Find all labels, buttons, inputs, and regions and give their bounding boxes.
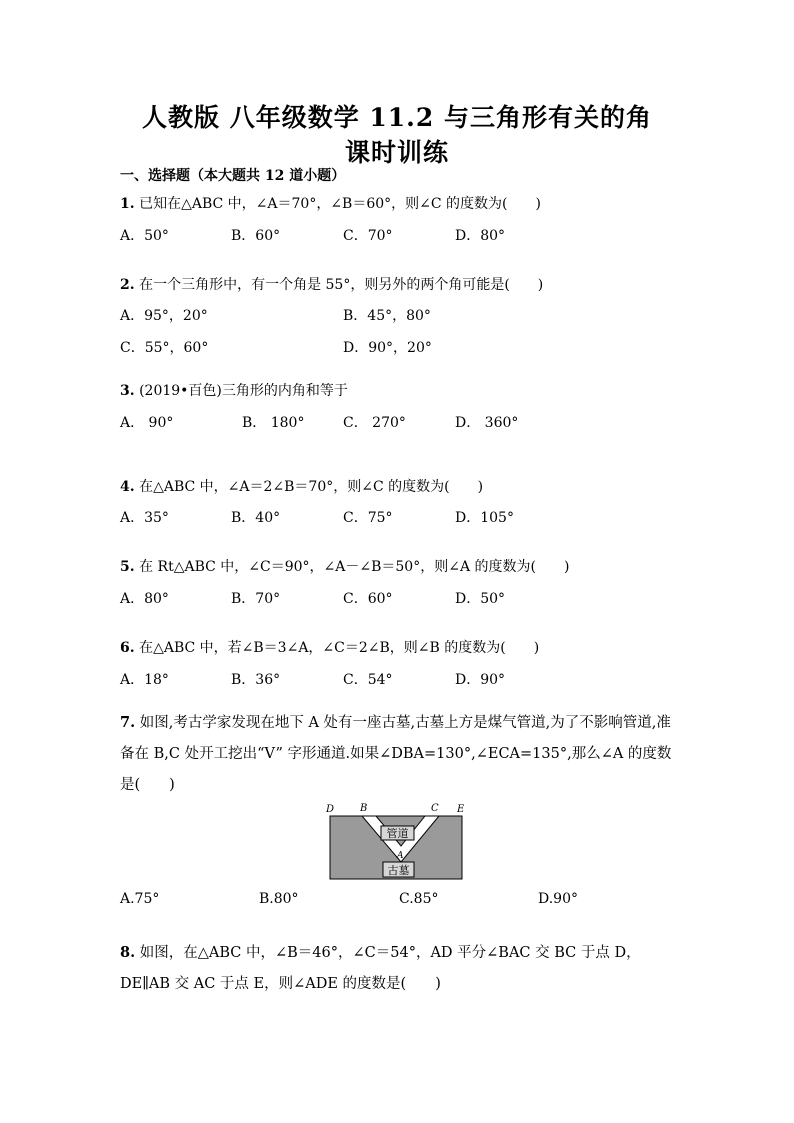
option-d: D．105° [455,510,514,526]
question-1 [120,193,541,213]
question-number: 3. [120,383,135,399]
question-text: 如图,考古学家发现在地下 A 处有一座古墓,古墓上方是煤气管道,为了不影响管道,准备在 B,C 处开工挖出“V” 字形通道.如果∠DBA=130°,∠ECA=135°,那么∠A 的度数是( ) [120,715,672,793]
question-8 [120,937,680,1000]
point-label-a: A [397,851,404,861]
question-text: 如图，在△ABC 中，∠B＝46°，∠C＝54°，AD 平分∠BAC 交 BC 于点 D，DE∥AB 交 AC 于点 E，则∠ADE 的度数是( ) [120,945,641,992]
point-label-b: B [360,803,368,814]
option-b: B.80° [259,891,299,907]
tomb-label: 古墓 [387,864,410,877]
option-d: D．50° [455,591,506,607]
section-heading: 一、选择题（本大题共 12 道小题） [120,168,346,184]
option-c: C． 270° [343,415,406,431]
option-d: D．90°，20° [343,340,432,356]
option-c: C．60° [343,591,393,607]
question-number: 6. [120,640,135,656]
option-d: D．80° [455,228,506,244]
option-c: C．75° [343,510,393,526]
question-6 [120,637,539,657]
question-number: 8. [120,944,136,961]
option-a: A．95°，20° [120,308,208,324]
question-text: 在一个三角形中，有一个角是 55°，则另外的两个角可能是( ) [139,277,544,293]
question-number: 2. [120,277,135,293]
option-a: A.75° [120,891,160,907]
question-text: 在△ABC 中，∠A＝2∠B＝70°，则∠C 的度数为( ) [139,479,484,495]
question-number: 1. [120,196,135,212]
question-5 [120,556,569,576]
page-subtitle: 课时训练 [344,138,449,167]
question-7 [120,707,680,801]
pipe-label: 管道 [386,827,409,840]
option-b: B． 180° [242,415,305,431]
question-number: 5. [120,559,135,575]
question-number: 7. [120,714,136,731]
page-title: 人教版 八年级数学 11.2 与三角形有关的角 [141,103,652,132]
option-d: D.90° [538,891,578,907]
option-d: D． 360° [455,415,519,431]
option-b: B．45°，80° [343,308,431,324]
question-text: 已知在△ABC 中，∠A＝70°，∠B＝60°，则∠C 的度数为( ) [139,196,541,212]
point-label-d: D [326,804,335,815]
option-c: C．70° [343,228,393,244]
option-a: A． 90° [120,415,174,431]
option-a: A．80° [120,591,169,607]
question-text: 在 Rt△ABC 中，∠C＝90°，∠A－∠B＝50°，则∠A 的度数为( ) [139,559,570,575]
option-b: B．40° [231,510,281,526]
question-text: 在△ABC 中，若∠B＝3∠A，∠C＝2∠B，则∠B 的度数为( ) [139,640,540,656]
option-b: B．60° [231,228,281,244]
question-2 [120,274,543,294]
option-a: A．18° [120,672,169,688]
tomb-pipe-diagram [324,800,470,882]
question-number: 4. [120,479,135,495]
option-c: C.85° [399,891,439,907]
option-d: D．90° [455,672,506,688]
option-a: A．50° [120,228,169,244]
option-c: C．54° [343,672,393,688]
option-a: A．35° [120,510,169,526]
point-label-c: C [431,803,439,814]
question-text: (2019•百色)三角形的内角和等于 [139,383,348,399]
point-label-e: E [457,804,465,815]
question-3 [120,380,348,400]
option-b: B．36° [231,672,281,688]
question-4 [120,476,483,496]
option-c: C．55°，60° [120,340,209,356]
option-b: B．70° [231,591,281,607]
